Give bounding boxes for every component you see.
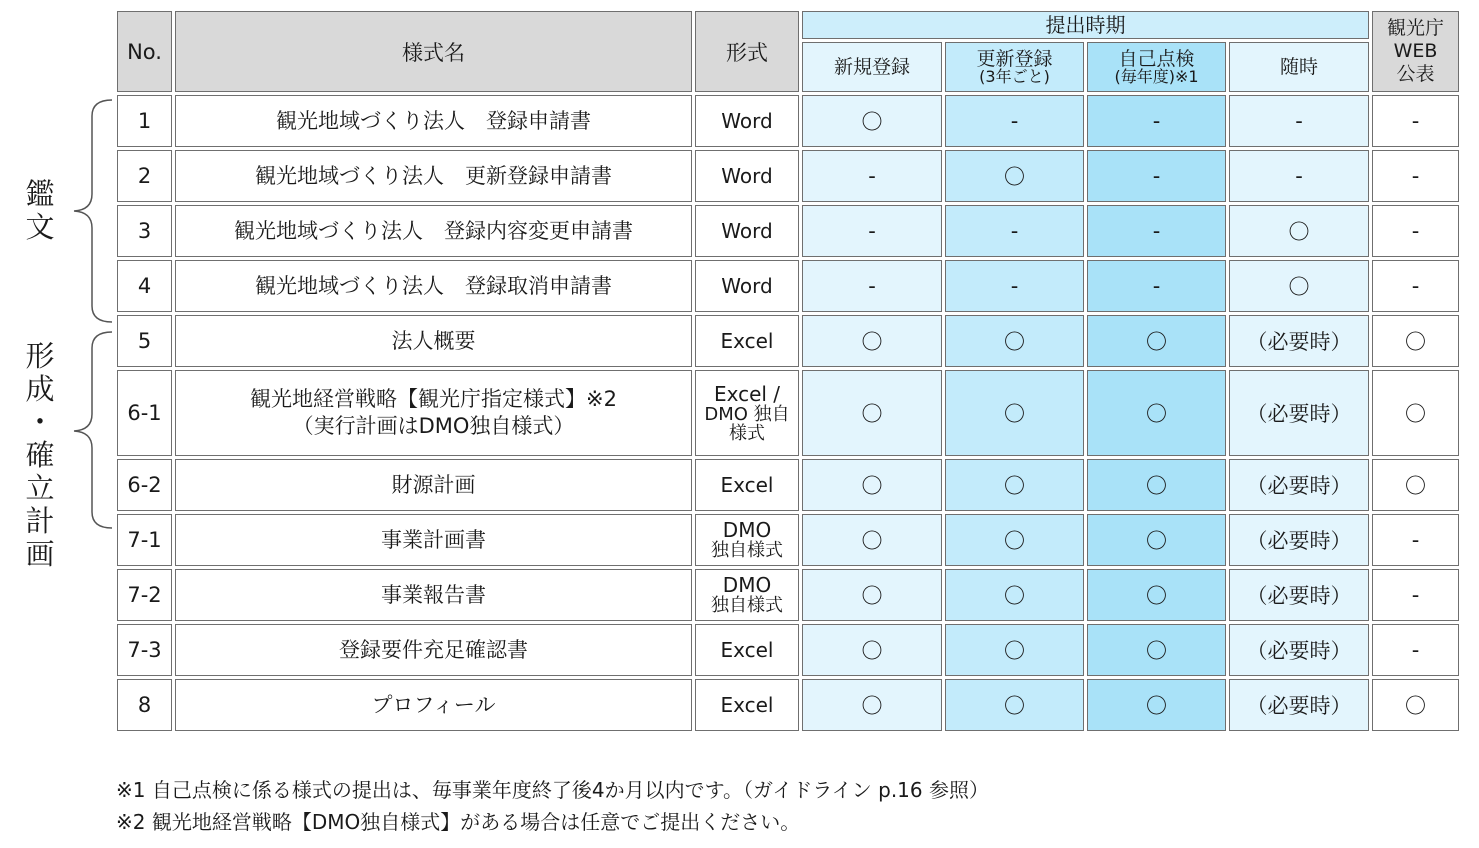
cell-web-publication: - xyxy=(1372,260,1459,312)
cell-form-name xyxy=(175,514,692,566)
cell-format xyxy=(695,679,799,731)
cell-web-publication: 〇 xyxy=(1372,679,1459,731)
cell-self-inspection: 〇 xyxy=(1087,514,1226,566)
header-format: 形式 xyxy=(695,11,799,92)
footnotes xyxy=(116,774,989,838)
group-label-char: 形 xyxy=(25,339,55,373)
format-line1: Word xyxy=(721,163,773,188)
cell-form-name xyxy=(175,95,692,147)
cell-format xyxy=(695,624,799,676)
group-label-char: 鑑 xyxy=(25,177,55,211)
cell-form-name xyxy=(175,624,692,676)
cell-new-registration: 〇 xyxy=(802,514,942,566)
header-renewal-registration xyxy=(945,42,1084,92)
table-row xyxy=(117,260,1459,312)
cell-no: 3 xyxy=(117,205,172,257)
table-row xyxy=(117,679,1459,731)
format-line1: Excel xyxy=(720,472,774,497)
cell-form-name xyxy=(175,150,692,202)
cell-as-needed: 〇 xyxy=(1229,260,1369,312)
cell-format xyxy=(695,459,799,511)
cell-renewal-registration: 〇 xyxy=(945,514,1084,566)
table-row xyxy=(117,205,1459,257)
cell-as-needed: （必要時） xyxy=(1229,315,1369,367)
cell-self-inspection: 〇 xyxy=(1087,569,1226,621)
format-line1: DMO xyxy=(722,518,772,542)
cell-new-registration: 〇 xyxy=(802,624,942,676)
header-sub-line1: 新規登録 xyxy=(833,56,910,78)
form-name-line1: 財源計画 xyxy=(391,472,476,497)
header-form-name: 様式名 xyxy=(175,11,692,92)
header-no: No. xyxy=(117,11,172,92)
cell-self-inspection: - xyxy=(1087,95,1226,147)
cell-renewal-registration: 〇 xyxy=(945,569,1084,621)
table-row xyxy=(117,624,1459,676)
cell-web-publication: - xyxy=(1372,150,1459,202)
cell-form-name xyxy=(175,459,692,511)
table-header xyxy=(117,11,1459,92)
cell-self-inspection: 〇 xyxy=(1087,679,1226,731)
cell-no: 7-1 xyxy=(117,514,172,566)
header-sub-line1: 自己点検 xyxy=(1118,48,1195,70)
group-label-kagami xyxy=(22,178,58,244)
form-name-line1: 登録要件充足確認書 xyxy=(339,637,528,662)
table-row xyxy=(117,459,1459,511)
form-name-line1: 観光地域づくり法人 登録取消申請書 xyxy=(255,273,612,298)
cell-self-inspection: 〇 xyxy=(1087,459,1226,511)
cell-renewal-registration: 〇 xyxy=(945,679,1084,731)
cell-as-needed: - xyxy=(1229,150,1369,202)
footnote-2: ※2 観光地経営戦略【DMO独自様式】がある場合は任意でご提出ください。 xyxy=(116,810,801,834)
header-sub-line2: (3年ごと) xyxy=(979,67,1050,86)
format-line1: DMO xyxy=(722,573,772,597)
header-new-registration xyxy=(802,42,942,92)
cell-renewal-registration: - xyxy=(945,205,1084,257)
form-name-line1: 事業計画書 xyxy=(381,527,486,552)
cell-new-registration: - xyxy=(802,260,942,312)
cell-as-needed: （必要時） xyxy=(1229,459,1369,511)
cell-web-publication: - xyxy=(1372,95,1459,147)
form-name-line1: 観光地域づくり法人 登録申請書 xyxy=(276,108,591,133)
cell-new-registration: - xyxy=(802,150,942,202)
table-row xyxy=(117,370,1459,456)
header-sub-line2: (毎年度)※1 xyxy=(1114,67,1199,86)
header-sub-line1: 随時 xyxy=(1279,56,1318,78)
cell-form-name xyxy=(175,315,692,367)
format-line2: 独自様式 xyxy=(711,540,783,561)
cell-new-registration: 〇 xyxy=(802,569,942,621)
header-web-line3: 公表 xyxy=(1396,63,1435,85)
form-name-line1: 観光地域づくり法人 更新登録申請書 xyxy=(255,163,612,188)
group-label-char: 文 xyxy=(25,210,55,244)
cell-new-registration: 〇 xyxy=(802,95,942,147)
cell-no: 6-1 xyxy=(117,370,172,456)
cell-self-inspection: 〇 xyxy=(1087,370,1226,456)
cell-as-needed: （必要時） xyxy=(1229,679,1369,731)
format-line2: 独自様式 xyxy=(711,595,783,616)
header-sub-line1: 更新登録 xyxy=(976,48,1053,70)
table-row xyxy=(117,514,1459,566)
table-row xyxy=(117,95,1459,147)
format-line1: Excel / xyxy=(713,381,781,406)
cell-renewal-registration: 〇 xyxy=(945,459,1084,511)
cell-format xyxy=(695,514,799,566)
header-self-inspection xyxy=(1087,42,1226,92)
format-line1: Word xyxy=(721,218,773,243)
cell-self-inspection: - xyxy=(1087,205,1226,257)
cell-self-inspection: - xyxy=(1087,260,1226,312)
table-row xyxy=(117,569,1459,621)
header-web-publication xyxy=(1372,11,1459,92)
cell-as-needed: （必要時） xyxy=(1229,514,1369,566)
cell-web-publication: - xyxy=(1372,514,1459,566)
format-line2: DMO 独自様式 xyxy=(704,403,790,444)
cell-new-registration: 〇 xyxy=(802,315,942,367)
form-name-line1: 観光地域づくり法人 登録内容変更申請書 xyxy=(234,218,633,243)
cell-form-name xyxy=(175,569,692,621)
header-submission-period: 提出時期 xyxy=(802,11,1369,39)
form-name-line1: 事業報告書 xyxy=(381,582,486,607)
group-label-char: 立 xyxy=(25,471,55,505)
footnote-1: ※1 自己点検に係る様式の提出は、毎事業年度終了後4か月以内です。（ガイドライン p.16 参照） xyxy=(116,778,989,802)
cell-format xyxy=(695,150,799,202)
cell-no: 7-3 xyxy=(117,624,172,676)
cell-no: 8 xyxy=(117,679,172,731)
cell-renewal-registration: 〇 xyxy=(945,150,1084,202)
cell-no: 2 xyxy=(117,150,172,202)
cell-self-inspection: - xyxy=(1087,150,1226,202)
cell-no: 5 xyxy=(117,315,172,367)
format-line1: Word xyxy=(721,273,773,298)
header-web-line1: 観光庁 xyxy=(1386,17,1444,39)
form-name-line1: プロフィール xyxy=(371,692,496,717)
cell-format xyxy=(695,205,799,257)
cell-renewal-registration: 〇 xyxy=(945,624,1084,676)
cell-web-publication: - xyxy=(1372,624,1459,676)
header-web-line2: WEB xyxy=(1393,40,1438,62)
cell-format xyxy=(695,95,799,147)
cell-web-publication: 〇 xyxy=(1372,315,1459,367)
group-label-char: 確 xyxy=(25,438,55,472)
cell-as-needed: - xyxy=(1229,95,1369,147)
cell-form-name xyxy=(175,679,692,731)
cell-no: 4 xyxy=(117,260,172,312)
cell-as-needed: （必要時） xyxy=(1229,624,1369,676)
group-label-char: 計 xyxy=(25,504,55,538)
cell-web-publication: 〇 xyxy=(1372,370,1459,456)
submission-forms-table xyxy=(114,8,1462,734)
table-row xyxy=(117,150,1459,202)
cell-no: 1 xyxy=(117,95,172,147)
cell-format xyxy=(695,315,799,367)
format-line1: Excel xyxy=(720,692,774,717)
group-label-char: 成 xyxy=(25,372,55,406)
cell-web-publication: - xyxy=(1372,205,1459,257)
form-name-line1: 法人概要 xyxy=(391,328,476,353)
cell-renewal-registration: 〇 xyxy=(945,370,1084,456)
cell-renewal-registration: - xyxy=(945,260,1084,312)
cell-format xyxy=(695,260,799,312)
format-line1: Excel xyxy=(720,328,774,353)
cell-self-inspection: 〇 xyxy=(1087,315,1226,367)
cell-format xyxy=(695,370,799,456)
cell-new-registration: 〇 xyxy=(802,679,942,731)
group-label-char: ・ xyxy=(25,405,55,439)
group-label-plan xyxy=(22,340,58,571)
cell-new-registration: - xyxy=(802,205,942,257)
header-as-needed xyxy=(1229,42,1369,92)
cell-no: 6-2 xyxy=(117,459,172,511)
cell-as-needed: （必要時） xyxy=(1229,370,1369,456)
cell-format xyxy=(695,569,799,621)
group-brace-kagami xyxy=(70,98,116,324)
cell-renewal-registration: 〇 xyxy=(945,315,1084,367)
cell-form-name xyxy=(175,370,692,456)
group-label-char: 画 xyxy=(25,537,55,571)
form-name-line1: 観光地経営戦略【観光庁指定様式】※2 xyxy=(250,387,617,411)
cell-no: 7-2 xyxy=(117,569,172,621)
group-brace-plan xyxy=(70,330,116,530)
cell-form-name xyxy=(175,260,692,312)
cell-as-needed: （必要時） xyxy=(1229,569,1369,621)
table-row xyxy=(117,315,1459,367)
cell-new-registration: 〇 xyxy=(802,370,942,456)
cell-web-publication: - xyxy=(1372,569,1459,621)
table-body xyxy=(117,95,1459,731)
cell-form-name xyxy=(175,205,692,257)
cell-renewal-registration: - xyxy=(945,95,1084,147)
cell-as-needed: 〇 xyxy=(1229,205,1369,257)
format-line1: Excel xyxy=(720,637,774,662)
cell-new-registration: 〇 xyxy=(802,459,942,511)
cell-web-publication: 〇 xyxy=(1372,459,1459,511)
form-name-line2: （実行計画はDMO独自様式） xyxy=(292,414,575,438)
format-line1: Word xyxy=(721,108,773,133)
cell-self-inspection: 〇 xyxy=(1087,624,1226,676)
